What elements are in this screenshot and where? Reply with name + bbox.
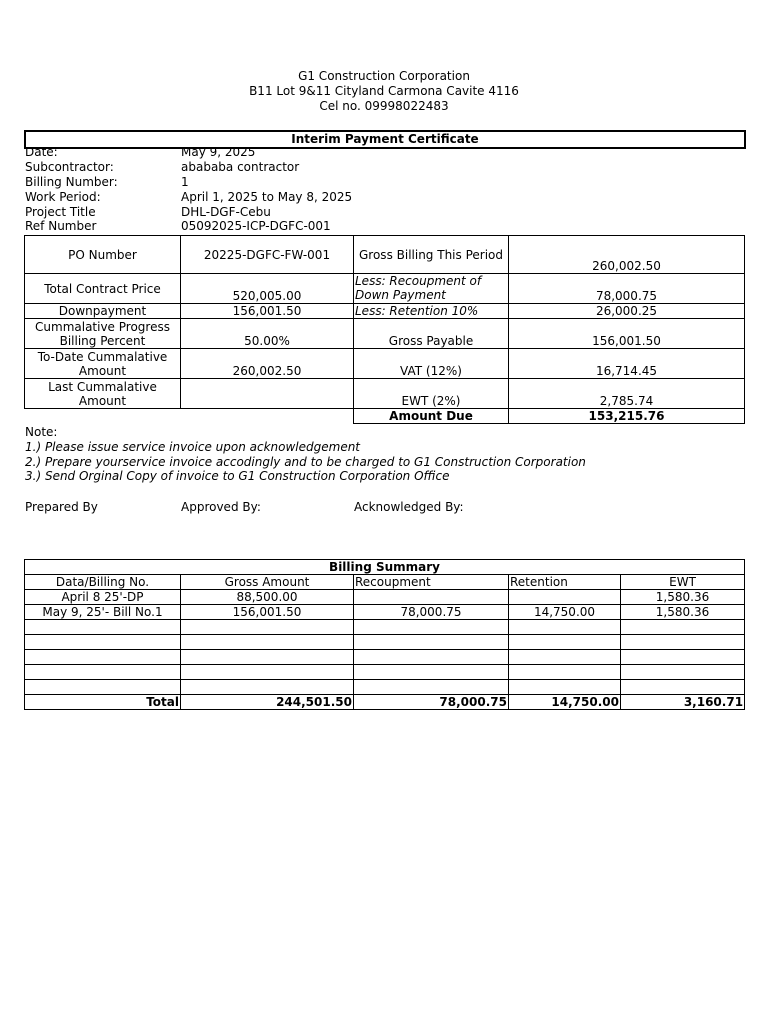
note-item: 1.) Please issue service invoice upon acknowledgement: [25, 440, 361, 454]
billing-cell: April 8 25'-DP: [25, 590, 181, 605]
billing-summary-title: Billing Summary: [25, 560, 745, 575]
recoup-label: Less: Recoupment of Down Payment: [354, 274, 509, 304]
acknowledged-by-label: Acknowledged By:: [354, 500, 464, 514]
cpb-value: 50.00%: [181, 319, 354, 349]
po-value: 20225-DGFC-FW-001: [181, 236, 354, 274]
company-header: [0, 69, 768, 114]
dp-value: 156,001.50: [181, 304, 354, 319]
tdc-value: 260,002.50: [181, 349, 354, 379]
gross-payable-label: Gross Payable: [354, 319, 509, 349]
company-name: G1 Construction Corporation: [298, 69, 470, 83]
total-recoupment: 78,000.75: [354, 695, 509, 710]
vat-label: VAT (12%): [354, 349, 509, 379]
billing-cell: 78,000.75: [354, 605, 509, 620]
gross-payable-value: 156,001.50: [509, 319, 745, 349]
amount-due-label: Amount Due: [354, 409, 509, 424]
table-row: [25, 605, 745, 620]
lca-label: Last Cummalative Amount: [25, 379, 181, 409]
field-label: Work Period:: [25, 190, 101, 204]
total-ewt: 3,160.71: [621, 695, 745, 710]
company-address: B11 Lot 9&11 Cityland Carmona Cavite 4116: [249, 84, 519, 98]
certificate-title: Interim Payment Certificate: [24, 130, 746, 149]
table-row: [25, 620, 745, 635]
gross-label: Gross Billing This Period: [354, 236, 509, 274]
dp-label: Downpayment: [25, 304, 181, 319]
note-item: 2.) Prepare yourservice invoice accodingly and to be charged to G1 Construction Corporation: [25, 455, 586, 469]
table-row: [25, 590, 745, 605]
company-phone: Cel no. 09998022483: [319, 99, 449, 113]
tdc-label: To-Date Cummalative Amount: [25, 349, 181, 379]
ewt-value: 2,785.74: [509, 379, 745, 409]
billing-header: Gross Amount: [181, 575, 354, 590]
retention-label: Less: Retention 10%: [354, 304, 509, 319]
tcp-value: 520,005.00: [181, 274, 354, 304]
vat-value: 16,714.45: [509, 349, 745, 379]
field-label: Project Title: [25, 205, 96, 219]
billing-cell: 88,500.00: [181, 590, 354, 605]
prepared-by-label: Prepared By: [25, 500, 98, 514]
notes-heading: Note:: [25, 425, 58, 439]
field-value: abababa contractor: [181, 160, 300, 174]
field-label: Billing Number:: [25, 175, 118, 189]
field-value: May 9, 2025: [181, 145, 256, 159]
table-row: [25, 665, 745, 680]
field-value: DHL-DGF-Cebu: [181, 205, 271, 219]
summary-table: [24, 235, 745, 424]
retention-value: 26,000.25: [509, 304, 745, 319]
tcp-label: Total Contract Price: [25, 274, 181, 304]
recoup-value: 78,000.75: [509, 274, 745, 304]
field-value: 05092025-ICP-DGFC-001: [181, 219, 331, 233]
total-label: Total: [25, 695, 181, 710]
billing-cell: 14,750.00: [509, 605, 621, 620]
billing-header: EWT: [621, 575, 745, 590]
billing-cell: May 9, 25'- Bill No.1: [25, 605, 181, 620]
field-label: Ref Number: [25, 219, 97, 233]
billing-header: Data/Billing No.: [25, 575, 181, 590]
approved-by-label: Approved By:: [181, 500, 261, 514]
po-label: PO Number: [25, 236, 181, 274]
amount-due-value: 153,215.76: [509, 409, 745, 424]
lca-value: [181, 379, 354, 409]
total-gross: 244,501.50: [181, 695, 354, 710]
field-label: Date:: [25, 145, 58, 159]
ewt-label: EWT (2%): [354, 379, 509, 409]
note-item: 3.) Send Orginal Copy of invoice to G1 Construction Corporation Office: [25, 469, 450, 483]
billing-total-row: [25, 695, 745, 710]
cpb-label: Cummalative Progress Billing Percent: [25, 319, 181, 349]
billing-header: Retention: [509, 575, 621, 590]
field-value: 1: [181, 175, 189, 189]
billing-summary-table: [24, 559, 745, 710]
billing-header: Recoupment: [354, 575, 509, 590]
billing-cell: 156,001.50: [181, 605, 354, 620]
billing-cell: [354, 590, 509, 605]
billing-cell: 1,580.36: [621, 605, 745, 620]
table-row: [25, 635, 745, 650]
billing-cell: [509, 590, 621, 605]
field-label: Subcontractor:: [25, 160, 114, 174]
field-value: April 1, 2025 to May 8, 2025: [181, 190, 353, 204]
table-row: [25, 650, 745, 665]
gross-value: 260,002.50: [509, 236, 745, 274]
billing-cell: 1,580.36: [621, 590, 745, 605]
total-retention: 14,750.00: [509, 695, 621, 710]
table-row: [25, 680, 745, 695]
